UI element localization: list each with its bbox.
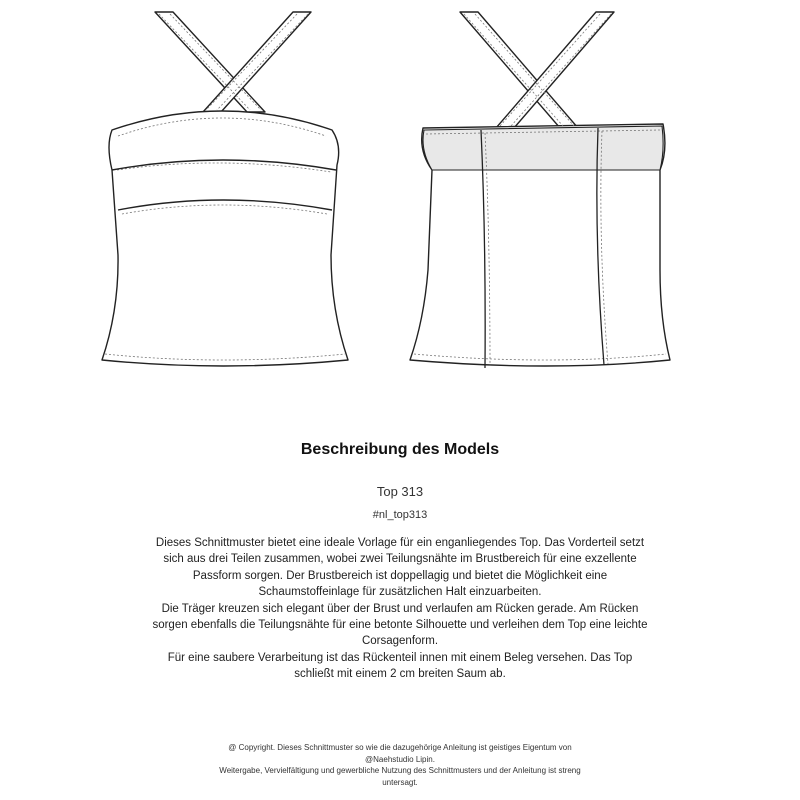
back-view-top xyxy=(410,12,670,366)
copyright-footer xyxy=(150,742,650,788)
footer-line: untersagt. xyxy=(382,777,418,787)
description-line: sich aus drei Teilen zusammen, wobei zwei Teilungsnähte im Brustbereich für eine exzellente xyxy=(163,553,637,566)
model-name: Top 313 xyxy=(376,484,424,499)
model-description xyxy=(110,535,690,683)
front-view-top xyxy=(102,12,348,366)
description-line: Die Träger kreuzen sich elegant über der Brust und verlaufen am Rücken gerade. Am Rücken xyxy=(161,602,639,615)
description-line: Für eine saubere Verarbeitung ist das Rückenteil innen mit einem Beleg versehen. Das Top xyxy=(167,651,633,664)
description-line: Dieses Schnittmuster bietet eine ideale Vorlage für ein enganliegendes Top. Das Vorderteil setzt xyxy=(155,537,645,549)
back-facing-band xyxy=(423,126,663,170)
description-line: Passform sorgen. Der Brustbereich ist doppellagig und bietet die Möglichkeit eine xyxy=(192,569,608,582)
front-body xyxy=(102,111,348,366)
footer-line: @ Copyright. Dieses Schnittmuster so wie die dazugehörige Anleitung ist geistiges Eigentum von xyxy=(228,743,572,752)
description-line: Corsagenform. xyxy=(361,635,439,648)
description-line: schließt mit einem 2 cm breiten Saum ab. xyxy=(294,668,506,681)
section-heading: Beschreibung des Models xyxy=(300,441,500,458)
description-line: sorgen ebenfalls die Teilungsnähte für eine betonte Silhouette und verleihen dem Top eine leichte xyxy=(152,619,648,632)
footer-line: Weitergabe, Vervielfältigung und gewerbliche Nutzung des Schnittmusters und der Anleitung ist streng xyxy=(219,766,581,775)
footer-line: @Naehstudio Lipin. xyxy=(365,754,435,764)
model-hashtag: #nl_top313 xyxy=(372,509,428,521)
description-line: Schaumstoffeinlage für zusätzlichen Halt einzuarbeiten. xyxy=(258,586,542,599)
